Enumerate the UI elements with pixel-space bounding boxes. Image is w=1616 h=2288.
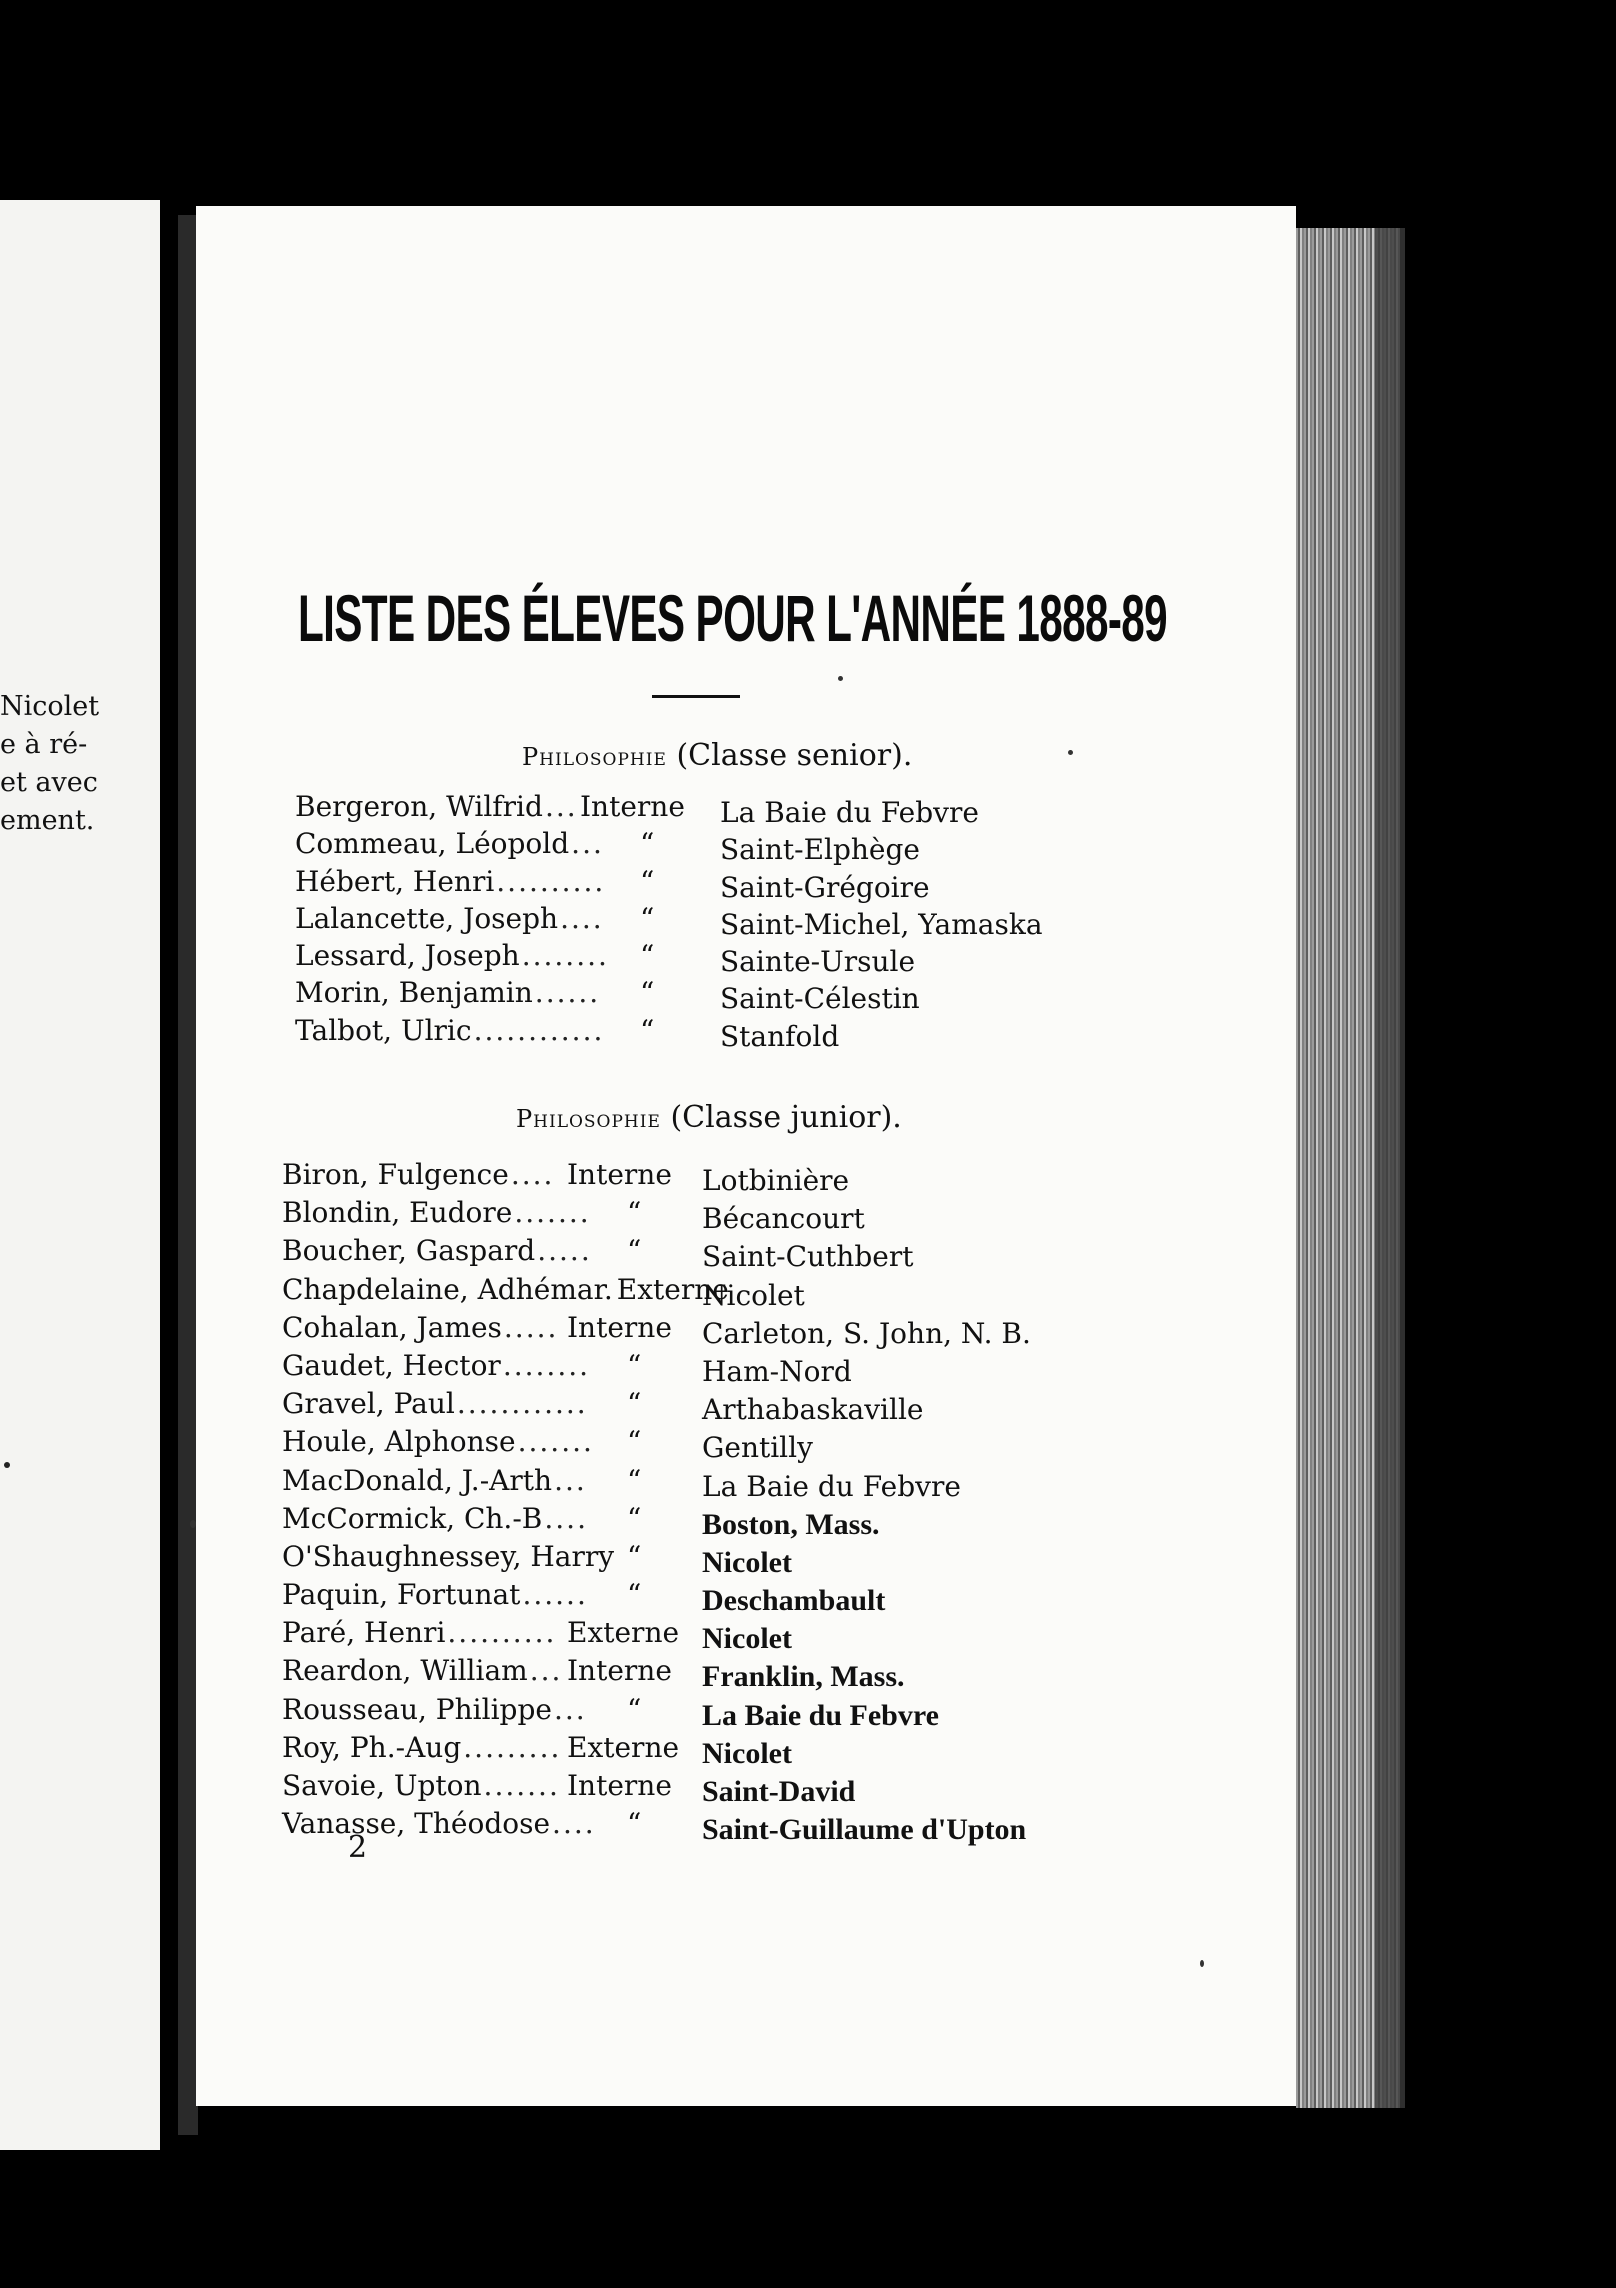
student-status: Externe <box>567 1730 680 1764</box>
student-hometown: Nicolet <box>702 1278 805 1312</box>
student-hometown: Carleton, S. John, N. B. <box>702 1316 1031 1350</box>
ink-speck <box>838 676 843 681</box>
leader-dots: .......... <box>496 864 606 898</box>
student-hometown: Nicolet <box>702 1736 792 1770</box>
leader-dots: .... <box>560 901 604 935</box>
student-hometown: Franklin, Mass. <box>702 1660 905 1694</box>
section-heading-class: (Classe senior). <box>676 738 913 773</box>
section-heading-senior <box>522 738 912 773</box>
student-status: “ <box>627 1692 642 1726</box>
student-name: Vanasse, Théodose <box>282 1807 551 1841</box>
student-row <box>295 939 1055 979</box>
student-name: Commeau, Léopold <box>295 827 570 861</box>
student-name: O'Shaughnessey, Harry <box>282 1539 615 1573</box>
student-status: Interne <box>567 1769 672 1802</box>
student-hometown: Nicolet <box>702 1545 792 1579</box>
leader-dots: .... <box>510 1158 555 1191</box>
student-status: “ <box>627 1348 642 1382</box>
student-status: “ <box>627 1578 642 1612</box>
student-hometown: Saint-Elphège <box>720 833 920 867</box>
left-page-line: ement. <box>0 805 95 836</box>
student-status: “ <box>640 939 655 973</box>
student-status: “ <box>627 1807 642 1841</box>
student-status: “ <box>627 1196 642 1230</box>
left-page-line: e à ré- <box>0 729 88 760</box>
student-name: Hébert, Henri <box>295 864 495 898</box>
student-hometown: Saint-Cuthbert <box>702 1240 914 1274</box>
section-heading-class: (Classe junior). <box>670 1100 902 1135</box>
student-row <box>282 1502 1062 1540</box>
student-status: “ <box>640 901 655 935</box>
leader-dots: ... <box>553 1692 587 1726</box>
leader-dots: ............ <box>456 1387 588 1421</box>
student-hometown: La Baie du Febvre <box>720 796 979 829</box>
student-status: “ <box>627 1387 642 1421</box>
student-row <box>282 1540 1062 1578</box>
student-name: Cohalan, James <box>282 1310 502 1344</box>
roster-junior <box>282 1158 1062 1845</box>
student-name: Gravel, Paul <box>282 1387 455 1421</box>
student-name: Biron, Fulgence <box>282 1158 509 1191</box>
student-row <box>295 790 1055 827</box>
leader-dots: ... <box>571 827 604 861</box>
student-status: Interne <box>567 1310 672 1344</box>
student-status: Externe <box>616 1272 729 1306</box>
leader-dots: ..... <box>503 1310 559 1344</box>
leader-dots: ....... <box>517 1425 594 1459</box>
student-hometown: Lotbinière <box>702 1164 850 1197</box>
student-status: Interne <box>567 1654 672 1688</box>
student-row <box>282 1425 1062 1463</box>
student-status: “ <box>640 976 655 1010</box>
student-hometown: Deschambault <box>702 1584 886 1618</box>
student-name: Paquin, Fortunat <box>282 1578 521 1612</box>
left-page-fragment <box>0 200 160 2150</box>
ink-speck <box>1200 1960 1204 1967</box>
section-heading-label: Philosophie <box>522 743 667 771</box>
leader-dots: ..... <box>537 1234 592 1268</box>
student-hometown: Gentilly <box>702 1431 813 1465</box>
page-number: 2 <box>348 1830 368 1865</box>
student-row <box>282 1769 1062 1807</box>
student-row <box>282 1311 1062 1349</box>
student-hometown: Saint-Célestin <box>720 982 920 1016</box>
student-hometown: Boston, Mass. <box>702 1507 880 1541</box>
student-row <box>295 827 1055 867</box>
student-hometown: Bécancourt <box>702 1202 865 1236</box>
left-page-line: et avec <box>0 767 98 798</box>
page-title: LISTE DES ÉLEVES POUR L'ANNÉE 1888-89 <box>298 581 1167 655</box>
student-row <box>282 1807 1062 1845</box>
leader-dots: ............ <box>473 1013 605 1047</box>
ink-speck <box>4 1462 10 1468</box>
student-row <box>282 1158 1062 1196</box>
leader-dots: ...... <box>534 976 601 1010</box>
student-row <box>282 1234 1062 1272</box>
student-hometown: Saint-David <box>702 1775 856 1808</box>
leader-dots: ... <box>529 1654 563 1688</box>
student-row <box>295 976 1055 1016</box>
leader-dots: ...... <box>522 1578 588 1612</box>
leader-dots: ........ <box>502 1348 591 1382</box>
student-name: Rousseau, Philippe <box>282 1692 552 1726</box>
leader-dots: ........ <box>521 939 609 973</box>
section-heading-label: Philosophie <box>516 1105 661 1133</box>
student-row <box>282 1387 1062 1425</box>
student-row <box>295 1014 1055 1051</box>
student-hometown: Saint-Michel, Yamaska <box>720 907 1043 941</box>
student-hometown: Saint-Guillaume d'Upton <box>702 1813 1027 1847</box>
leader-dots: .... <box>552 1807 596 1841</box>
student-status: Externe <box>567 1616 680 1650</box>
leader-dots: .... <box>544 1501 588 1535</box>
student-name: Reardon, William <box>282 1654 528 1688</box>
student-row <box>295 865 1055 902</box>
student-name: MacDonald, J.-Arth <box>282 1463 553 1497</box>
student-name: Paré, Henri <box>282 1616 446 1650</box>
student-status: Interne <box>567 1158 672 1191</box>
ink-speck <box>190 1520 196 1528</box>
student-hometown: Arthabaskaville <box>702 1393 924 1427</box>
leader-dots: ....... <box>514 1196 591 1230</box>
student-row <box>282 1196 1062 1234</box>
student-row <box>282 1349 1062 1387</box>
leader-dots: ......... <box>463 1730 562 1764</box>
leader-dots: ... <box>554 1463 587 1497</box>
student-row <box>282 1731 1062 1769</box>
student-status: “ <box>627 1425 642 1459</box>
student-name: Morin, Benjamin <box>295 976 533 1010</box>
leader-dots: .......... <box>447 1616 557 1650</box>
student-status: “ <box>627 1539 642 1573</box>
leader-dots: ... <box>544 790 578 823</box>
gutter-edge <box>178 215 198 2135</box>
student-name: Chapdelaine, Adhémar. <box>282 1272 613 1306</box>
student-hometown: Sainte-Ursule <box>720 945 916 979</box>
student-name: Boucher, Gaspard <box>282 1234 536 1268</box>
student-hometown: Saint-Grégoire <box>720 870 930 904</box>
student-status: “ <box>640 1013 655 1047</box>
left-page-line: Nicolet <box>0 691 100 722</box>
student-name: Gaudet, Hector <box>282 1348 501 1382</box>
student-row <box>282 1464 1062 1502</box>
student-name: Talbot, Ulric <box>295 1013 472 1047</box>
student-row <box>282 1693 1062 1731</box>
section-heading-junior <box>516 1100 902 1135</box>
student-hometown: Nicolet <box>702 1622 792 1656</box>
student-row <box>282 1616 1062 1654</box>
student-hometown: La Baie du Febvre <box>702 1698 939 1732</box>
student-status: Interne <box>580 790 685 823</box>
student-status: “ <box>640 827 655 861</box>
page-edge-shadow <box>1375 228 1405 2108</box>
student-name: Lessard, Joseph <box>295 939 520 973</box>
student-name: Houle, Alphonse <box>282 1425 516 1459</box>
student-name: Savoie, Upton <box>282 1769 482 1802</box>
student-hometown: La Baie du Febvre <box>702 1469 961 1503</box>
student-row <box>282 1578 1062 1616</box>
student-status: “ <box>627 1463 642 1497</box>
student-name: McCormick, Ch.-B <box>282 1501 543 1535</box>
roster-senior <box>295 790 1055 1051</box>
student-hometown: Ham-Nord <box>702 1354 852 1388</box>
student-name: Blondin, Eudore <box>282 1196 513 1230</box>
student-name: Bergeron, Wilfrid <box>295 790 543 823</box>
left-page-text <box>0 688 160 840</box>
student-row <box>282 1273 1062 1311</box>
student-status: “ <box>640 864 655 898</box>
student-row <box>295 902 1055 939</box>
student-name: Lalancette, Joseph <box>295 901 559 935</box>
student-status: “ <box>627 1501 642 1535</box>
leader-dots: ....... <box>483 1769 560 1802</box>
student-name: Roy, Ph.-Aug <box>282 1730 462 1764</box>
student-hometown: Stanfold <box>720 1019 840 1053</box>
student-status: “ <box>627 1234 642 1268</box>
ink-speck <box>1068 750 1073 755</box>
title-rule <box>652 695 740 698</box>
student-row <box>282 1654 1062 1692</box>
